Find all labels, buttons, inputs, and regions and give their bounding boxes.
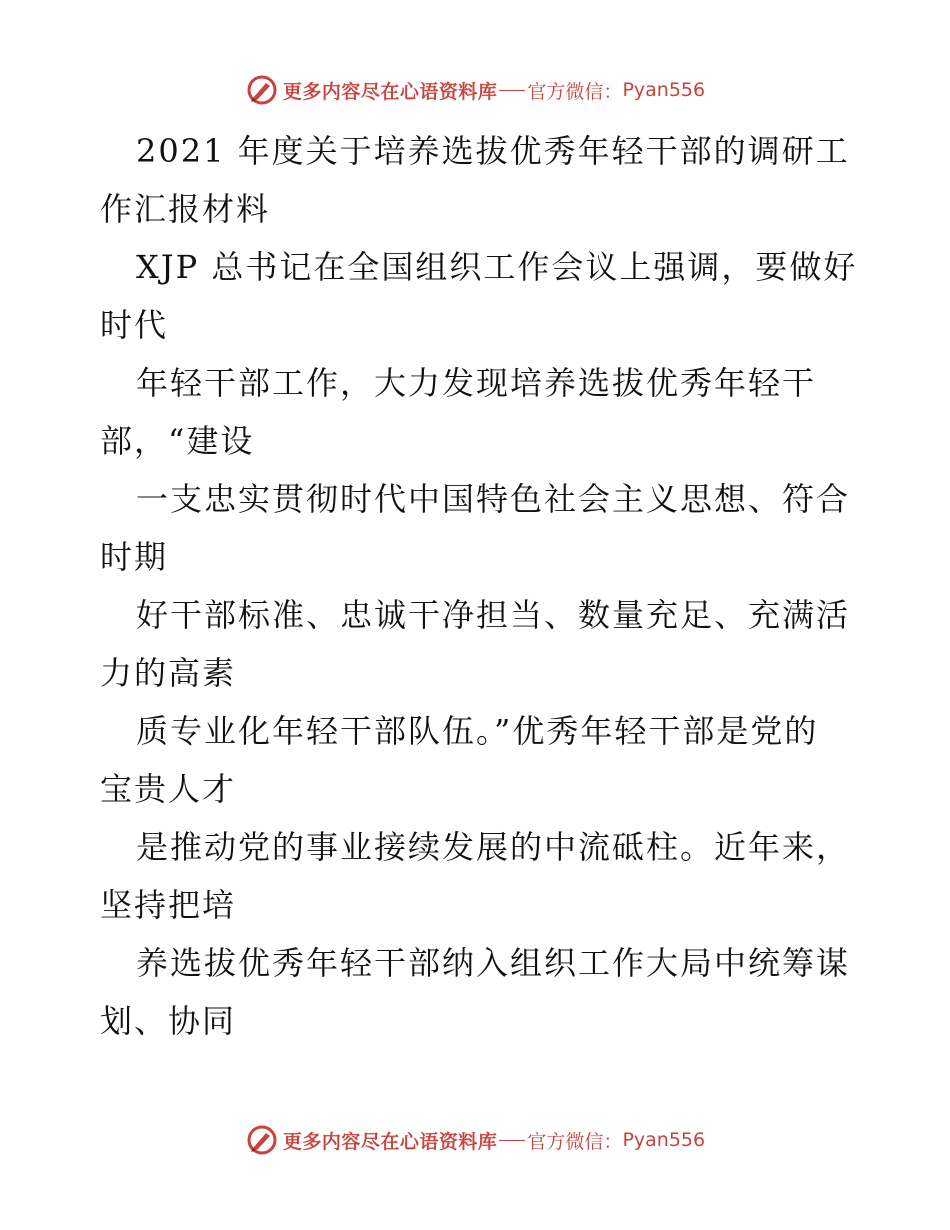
text-line: 养选拔优秀年轻干部纳入组织工作大局中统筹谋 xyxy=(136,944,851,982)
text-line: 划、协同 xyxy=(100,1002,237,1040)
banner-wechat-id: Pyan556 xyxy=(622,79,706,101)
document-body xyxy=(100,122,860,1050)
text-line: 一支忠实贯彻时代中国特色社会主义思想、符合 xyxy=(136,480,851,518)
banner-wechat-label: 官方微信： xyxy=(527,1130,623,1153)
text-line: 力的高素 xyxy=(100,654,237,692)
text-line: 年轻干部工作，大力发现培养选拔优秀年轻干 xyxy=(136,364,817,402)
text-line: XJP 总书记在全国组织工作会议上强调，要做好 xyxy=(136,248,858,286)
text-line: 坚持把培 xyxy=(100,886,237,924)
text-line: 好干部标准、忠诚干净担当、数量充足、充满活 xyxy=(136,596,851,634)
banner-site-text: 更多内容尽在心语资料库 xyxy=(282,80,498,103)
footer-banner xyxy=(0,1120,950,1160)
banner-wechat-label: 官方微信： xyxy=(527,80,623,103)
text-line: 作汇报材料 xyxy=(100,190,271,228)
text-line: 时期 xyxy=(100,538,169,576)
text-line: 是推动党的事业接续发展的中流砥柱。近年来， xyxy=(136,828,851,866)
text-line: 时代 xyxy=(100,306,169,344)
text-line: 质专业化年轻干部队伍。”优秀年轻干部是党的 xyxy=(136,712,819,750)
text-line: 宝贵人才 xyxy=(100,770,237,808)
pen-logo-icon xyxy=(245,1123,279,1157)
text-line: 部，“建设 xyxy=(100,422,255,460)
pen-logo-icon xyxy=(245,73,279,107)
banner-dash xyxy=(499,1140,525,1141)
banner-wechat-id: Pyan556 xyxy=(622,1129,706,1151)
banner-dash xyxy=(499,90,525,91)
header-banner xyxy=(0,70,950,110)
text-line: 2021 年度关于培养选拔优秀年轻干部的调研工 xyxy=(136,132,850,170)
banner-site-text: 更多内容尽在心语资料库 xyxy=(282,1130,498,1153)
